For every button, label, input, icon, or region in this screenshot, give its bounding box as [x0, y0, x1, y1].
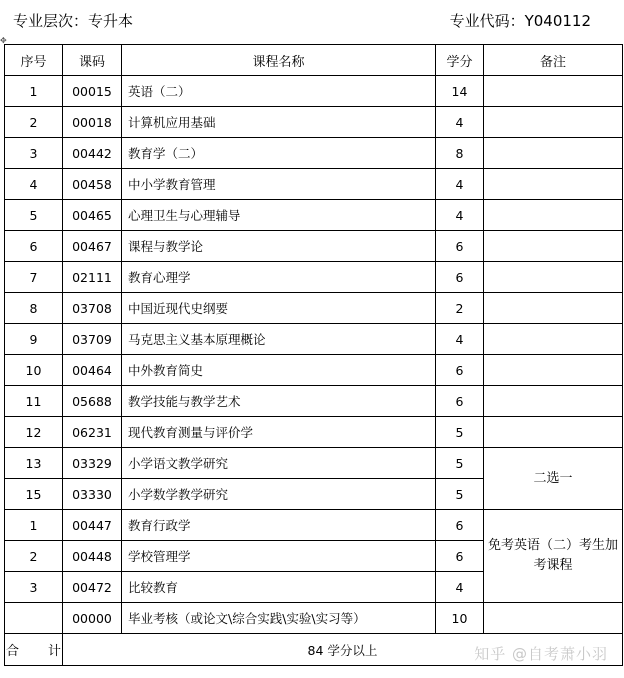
row-code: 06231	[63, 417, 122, 448]
row-seq: 10	[5, 355, 63, 386]
course-table	[4, 44, 623, 666]
total-label	[5, 634, 63, 666]
elective-note: 二选一	[484, 448, 623, 510]
exempt-note: 免考英语（二）考生加考课程	[484, 510, 623, 603]
table-row	[5, 386, 623, 417]
table-row	[5, 417, 623, 448]
row-note	[484, 324, 623, 355]
row-code: 03709	[63, 324, 122, 355]
row-seq: 2	[5, 541, 63, 572]
row-seq: 7	[5, 262, 63, 293]
row-code: 03708	[63, 293, 122, 324]
row-name: 小学数学教学研究	[122, 479, 436, 510]
row-credit: 6	[436, 262, 484, 293]
row-code: 03329	[63, 448, 122, 479]
row-name: 中外教育简史	[122, 355, 436, 386]
table-row	[5, 262, 623, 293]
row-credit: 6	[436, 386, 484, 417]
table-row	[5, 293, 623, 324]
row-credit: 6	[436, 355, 484, 386]
row-name: 中小学教育管理	[122, 169, 436, 200]
row-seq: 3	[5, 138, 63, 169]
row-credit: 6	[436, 510, 484, 541]
row-name: 中国近现代史纲要	[122, 293, 436, 324]
row-name: 课程与教学论	[122, 231, 436, 262]
watermark: 知乎 @自考萧小羽	[474, 645, 608, 663]
row-code: 00467	[63, 231, 122, 262]
row-name: 教育心理学	[122, 262, 436, 293]
row-note	[484, 107, 623, 138]
col-header-note: 备注	[484, 45, 623, 76]
col-header-credit: 学分	[436, 45, 484, 76]
row-name: 学校管理学	[122, 541, 436, 572]
row-code: 00458	[63, 169, 122, 200]
table-row	[5, 603, 623, 634]
row-code: 00447	[63, 510, 122, 541]
major-code: 专业代码：Y040112	[449, 12, 591, 30]
document-header	[0, 0, 624, 44]
row-seq: 3	[5, 572, 63, 603]
row-code: 03330	[63, 479, 122, 510]
row-credit: 4	[436, 169, 484, 200]
col-header-seq: 序号	[5, 45, 63, 76]
row-seq: 1	[5, 76, 63, 107]
row-code: 00448	[63, 541, 122, 572]
row-credit: 5	[436, 417, 484, 448]
row-seq: 1	[5, 510, 63, 541]
row-name: 毕业考核（或论文\综合实践\实验\实习等）	[122, 603, 436, 634]
row-seq: 9	[5, 324, 63, 355]
table-row	[5, 138, 623, 169]
row-note	[484, 603, 623, 634]
anchor-mark-icon: ✥	[0, 36, 7, 45]
table-row	[5, 324, 623, 355]
row-credit: 5	[436, 479, 484, 510]
table-row	[5, 76, 623, 107]
row-name: 教育学（二）	[122, 138, 436, 169]
row-credit: 6	[436, 541, 484, 572]
row-credit: 2	[436, 293, 484, 324]
table-row	[5, 355, 623, 386]
row-code: 00465	[63, 200, 122, 231]
row-credit: 10	[436, 603, 484, 634]
table-header-row	[5, 45, 623, 76]
row-seq: 13	[5, 448, 63, 479]
row-seq: 4	[5, 169, 63, 200]
total-value: 84 学分以上	[63, 634, 623, 666]
row-name: 比较教育	[122, 572, 436, 603]
table-row	[5, 231, 623, 262]
row-note	[484, 138, 623, 169]
row-code: 00000	[63, 603, 122, 634]
row-credit: 4	[436, 324, 484, 355]
row-name: 教育行政学	[122, 510, 436, 541]
row-seq	[5, 603, 63, 634]
row-name: 心理卫生与心理辅导	[122, 200, 436, 231]
table-row	[5, 107, 623, 138]
row-code: 00442	[63, 138, 122, 169]
col-header-name: 课程名称	[122, 45, 436, 76]
row-note	[484, 386, 623, 417]
row-code: 00464	[63, 355, 122, 386]
row-name: 英语（二）	[122, 76, 436, 107]
row-credit: 14	[436, 76, 484, 107]
row-name: 马克思主义基本原理概论	[122, 324, 436, 355]
row-credit: 8	[436, 138, 484, 169]
row-name: 教学技能与教学艺术	[122, 386, 436, 417]
row-note	[484, 417, 623, 448]
table-row	[5, 448, 623, 479]
table-row	[5, 510, 623, 541]
row-note	[484, 293, 623, 324]
row-note	[484, 200, 623, 231]
row-note	[484, 231, 623, 262]
row-seq: 5	[5, 200, 63, 231]
row-credit: 5	[436, 448, 484, 479]
row-credit: 4	[436, 200, 484, 231]
row-seq: 11	[5, 386, 63, 417]
row-name: 小学语文教学研究	[122, 448, 436, 479]
row-credit: 6	[436, 231, 484, 262]
row-seq: 6	[5, 231, 63, 262]
row-seq: 12	[5, 417, 63, 448]
row-note	[484, 76, 623, 107]
row-seq: 2	[5, 107, 63, 138]
row-code: 00015	[63, 76, 122, 107]
major-level: 专业层次：专升本	[13, 12, 134, 30]
row-name: 计算机应用基础	[122, 107, 436, 138]
table-row	[5, 200, 623, 231]
row-code: 02111	[63, 262, 122, 293]
row-note	[484, 169, 623, 200]
row-credit: 4	[436, 107, 484, 138]
total-label-b: 计	[47, 644, 61, 659]
col-header-code: 课码	[63, 45, 122, 76]
row-seq: 15	[5, 479, 63, 510]
row-code: 00472	[63, 572, 122, 603]
row-code: 05688	[63, 386, 122, 417]
row-credit: 4	[436, 572, 484, 603]
row-name: 现代教育测量与评价学	[122, 417, 436, 448]
row-note	[484, 355, 623, 386]
row-note	[484, 262, 623, 293]
table-row	[5, 169, 623, 200]
total-label-a: 合	[6, 644, 20, 659]
row-seq: 8	[5, 293, 63, 324]
row-code: 00018	[63, 107, 122, 138]
